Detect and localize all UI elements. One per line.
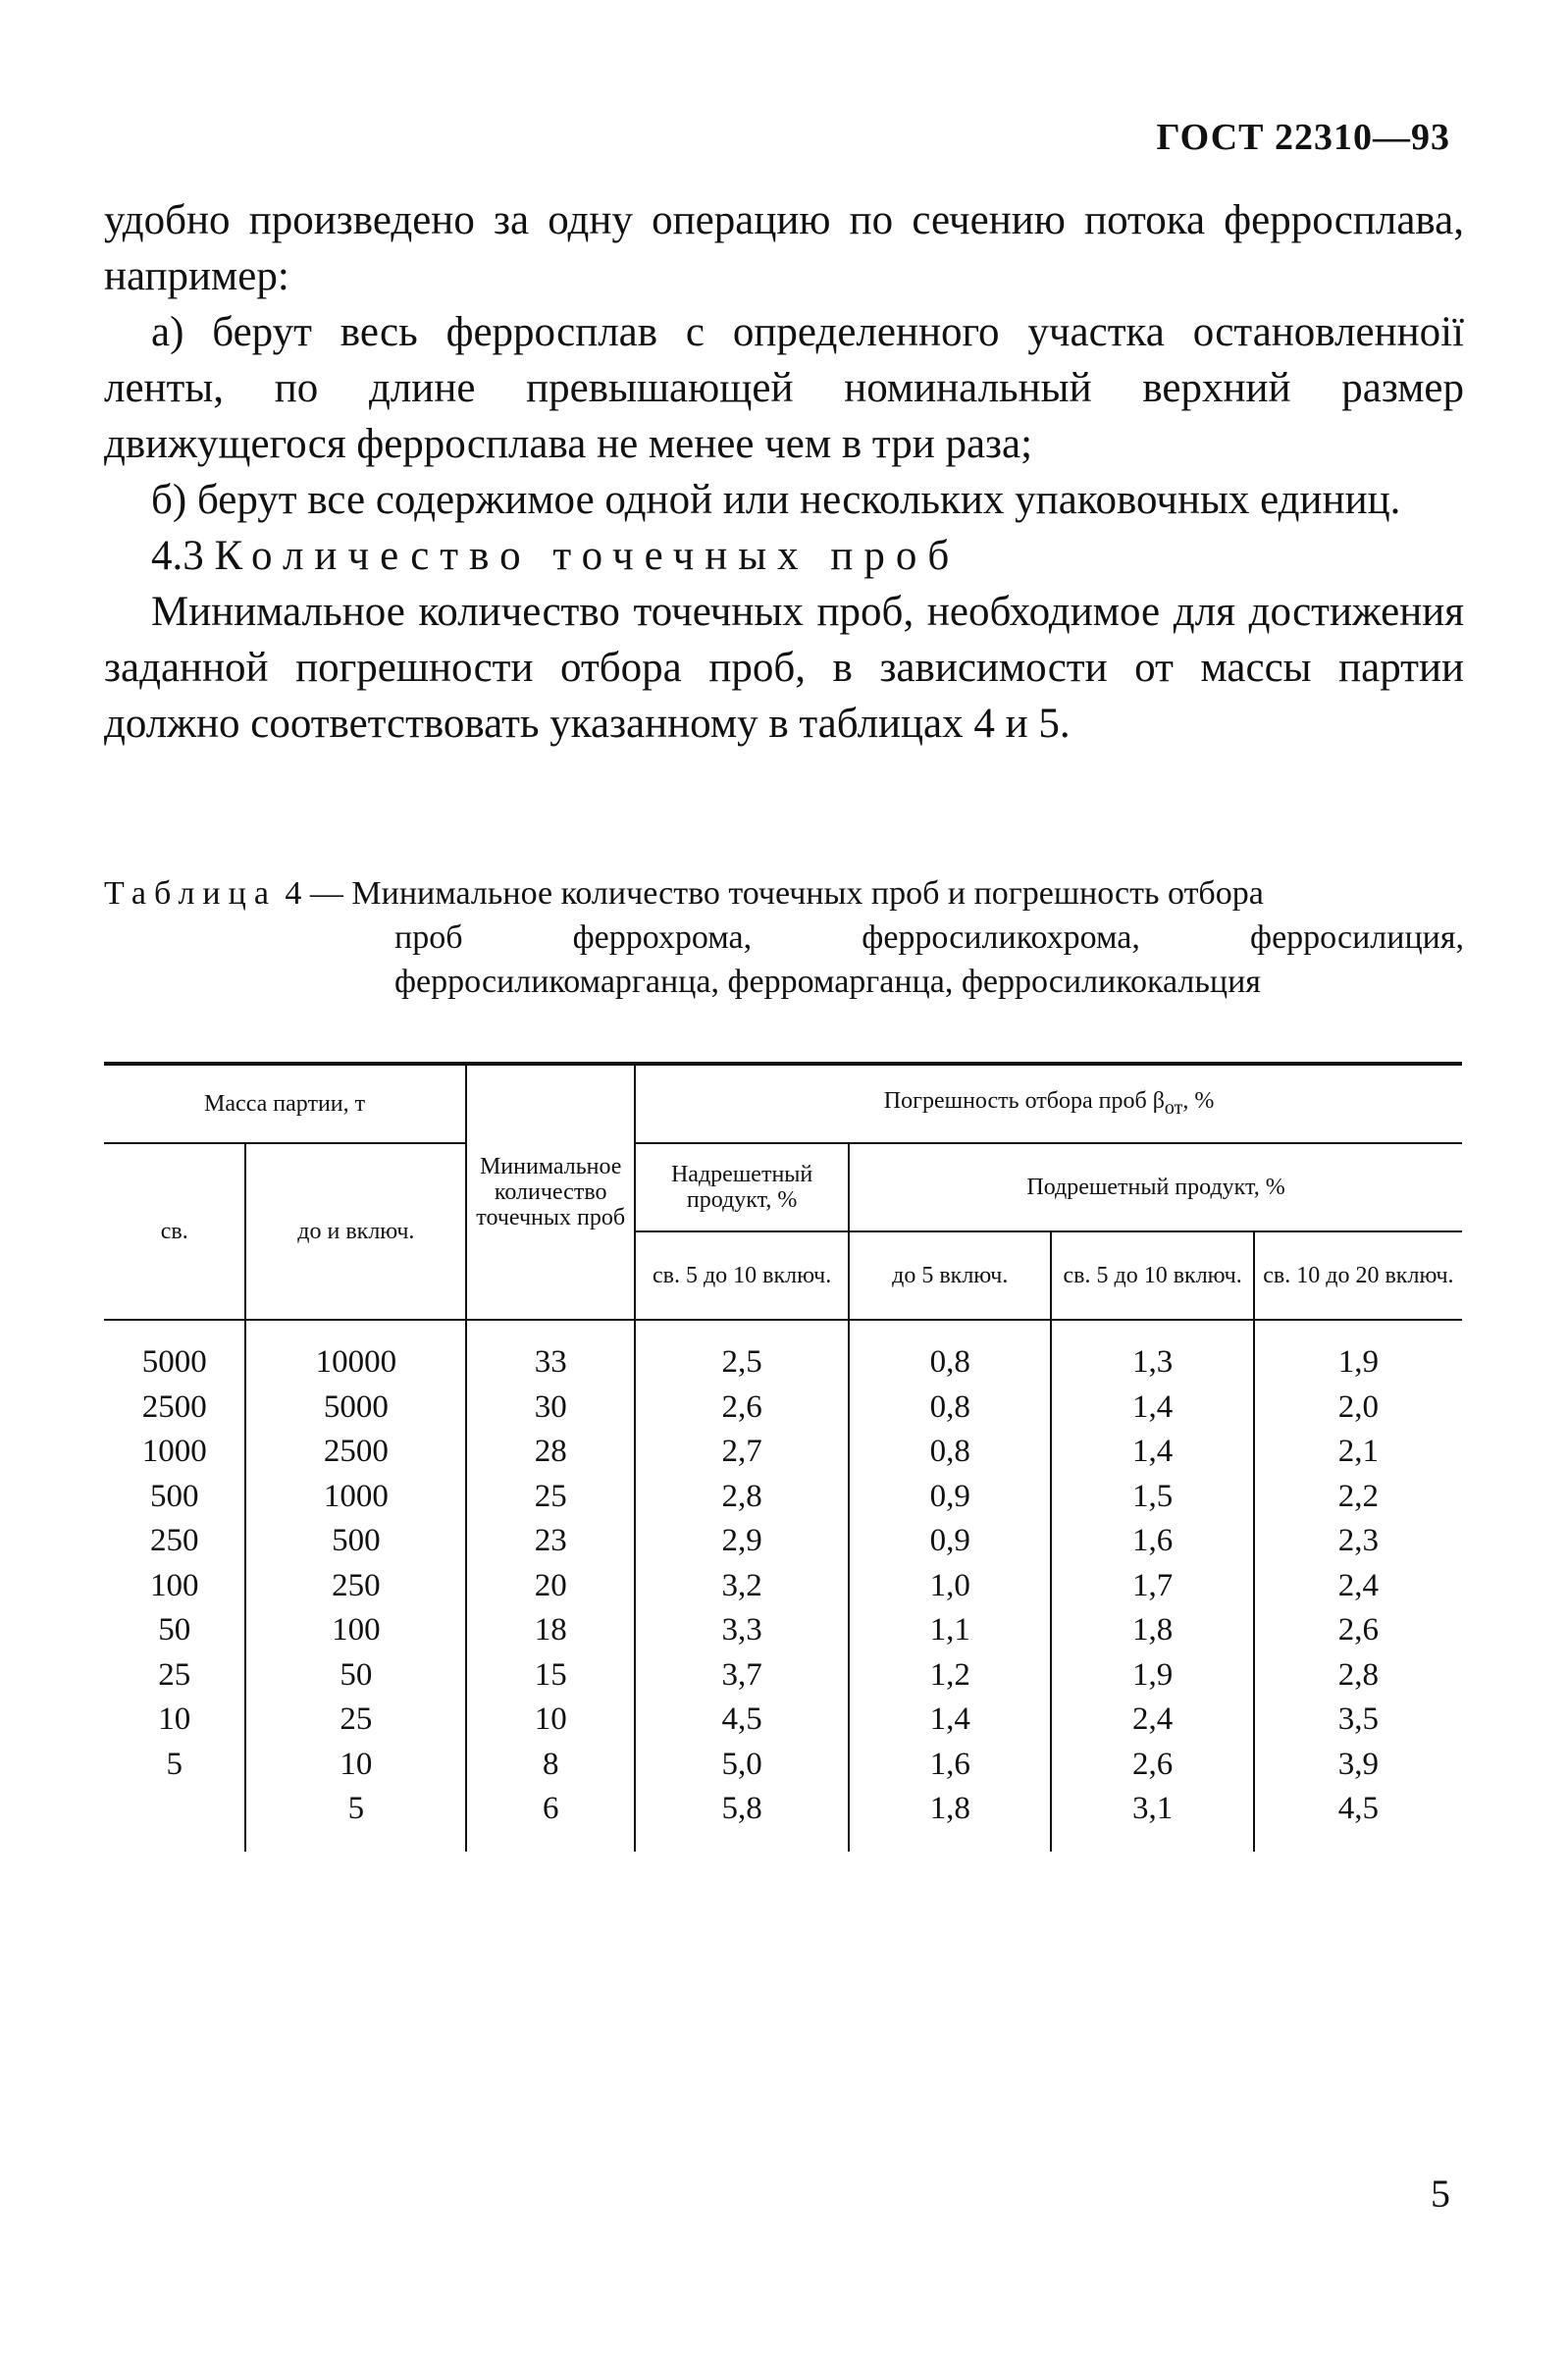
- table-row: [104, 1743, 1462, 1788]
- section-heading: [104, 528, 1464, 584]
- table-title-rest: проб феррохрома, ферросиликохрома, ферросилиция, ферросиликомарганца, ферромарганца, ферросиликокальция: [394, 919, 1464, 1000]
- table-cell: 5000: [104, 1320, 245, 1386]
- table-cell: 6: [466, 1787, 635, 1852]
- table-cell: 1,9: [1254, 1320, 1462, 1386]
- header-mass: Масса партии, т: [104, 1064, 466, 1143]
- table-row: [104, 1787, 1462, 1852]
- table-cell: 1,7: [1051, 1564, 1253, 1609]
- table-cell: 15: [466, 1653, 635, 1699]
- table-cell: 18: [466, 1608, 635, 1653]
- list-item-a: а) берут весь ферросплав с определенного участка остановленноії ленты, по длине превышающей номинальный верхний размер движущегося ферросплава не менее чем в три раза;: [104, 309, 1464, 467]
- header-oversize: Надрешетный продукт, %: [635, 1143, 849, 1231]
- header-oversize-range: св. 5 до 10 включ.: [635, 1231, 849, 1320]
- list-item-b: б) берут все содержимое одной или нескольких упаковочных единиц.: [151, 477, 1401, 523]
- table-cell: 33: [466, 1320, 635, 1386]
- table-row: [104, 1320, 1462, 1386]
- table-cell: 3,1: [1051, 1787, 1253, 1852]
- table-cell: 3,7: [635, 1653, 849, 1699]
- table-cell: 2500: [104, 1386, 245, 1431]
- table-cell: 1,4: [1051, 1386, 1253, 1431]
- table-cell: 500: [245, 1519, 466, 1564]
- table-cell: 1,4: [849, 1698, 1051, 1743]
- table-cell: [104, 1787, 245, 1852]
- table-cell: 1,0: [849, 1564, 1051, 1609]
- table-cell: 1,8: [849, 1787, 1051, 1852]
- table-cell: 1,6: [849, 1743, 1051, 1788]
- table-row: [104, 1475, 1462, 1520]
- table-cell: 50: [245, 1653, 466, 1699]
- table-cell: 25: [466, 1475, 635, 1520]
- header-under-3: св. 10 до 20 включ.: [1254, 1231, 1462, 1320]
- table-cell: 50: [104, 1608, 245, 1653]
- table-cell: 5: [104, 1743, 245, 1788]
- table-cell: 1,8: [1051, 1608, 1253, 1653]
- table-cell: 23: [466, 1519, 635, 1564]
- table-cell: 10: [466, 1698, 635, 1743]
- table-cell: 1,9: [1051, 1653, 1253, 1699]
- table-cell: 2,4: [1051, 1698, 1253, 1743]
- table-cell: 3,3: [635, 1608, 849, 1653]
- table-cell: 5,0: [635, 1743, 849, 1788]
- table-number: 4 —: [285, 875, 343, 912]
- table-cell: 1,1: [849, 1608, 1051, 1653]
- data-table: [104, 1062, 1462, 1852]
- section-number: 4.3: [151, 533, 204, 579]
- table-cell: 1,6: [1051, 1519, 1253, 1564]
- table-cell: 20: [466, 1564, 635, 1609]
- table-caption: [104, 871, 1464, 1004]
- table-cell: 0,8: [849, 1320, 1051, 1386]
- header-from: св.: [104, 1143, 245, 1320]
- table-cell: 8: [466, 1743, 635, 1788]
- table-row: [104, 1698, 1462, 1743]
- table-cell: 100: [245, 1608, 466, 1653]
- header-error: Погрешность отбора проб $\beta_{от}$, %: [635, 1064, 1462, 1143]
- table-label: Таблица: [104, 875, 277, 912]
- header-min-count: Минимальное количество точечных проб: [466, 1064, 635, 1320]
- table-cell: 2,9: [635, 1519, 849, 1564]
- table-cell: 25: [245, 1698, 466, 1743]
- table-cell: 500: [104, 1475, 245, 1520]
- table-row: [104, 1430, 1462, 1475]
- table-cell: 3,9: [1254, 1743, 1462, 1788]
- table-cell: 1,4: [1051, 1430, 1253, 1475]
- table-cell: 2,0: [1254, 1386, 1462, 1431]
- table-cell: 10: [245, 1743, 466, 1788]
- table-cell: 2,5: [635, 1320, 849, 1386]
- table-cell: 5: [245, 1787, 466, 1852]
- table-cell: 0,9: [849, 1475, 1051, 1520]
- table-cell: 2,6: [635, 1386, 849, 1431]
- table-row: [104, 1519, 1462, 1564]
- intro-paragraph: удобно произведено за одну операцию по сечению потока ферросплава, например:: [104, 197, 1464, 299]
- table-cell: 30: [466, 1386, 635, 1431]
- header-under-1: до 5 включ.: [849, 1231, 1051, 1320]
- table-cell: 1,5: [1051, 1475, 1253, 1520]
- table-cell: 0,8: [849, 1386, 1051, 1431]
- table-cell: 3,5: [1254, 1698, 1462, 1743]
- table-cell: 2,8: [635, 1475, 849, 1520]
- table-cell: 2500: [245, 1430, 466, 1475]
- table-cell: 28: [466, 1430, 635, 1475]
- table-row: [104, 1653, 1462, 1699]
- table-cell: 250: [104, 1519, 245, 1564]
- table-cell: 1000: [245, 1475, 466, 1520]
- table-cell: 250: [245, 1564, 466, 1609]
- header-to: до и включ.: [245, 1143, 466, 1320]
- table-cell: 5000: [245, 1386, 466, 1431]
- table-cell: 1,2: [849, 1653, 1051, 1699]
- table-title-line1: Минимальное количество точечных проб и погрешность отбора: [351, 875, 1264, 912]
- section-title: Количество точечных проб: [214, 533, 961, 579]
- table-cell: 3,2: [635, 1564, 849, 1609]
- table-cell: 2,1: [1254, 1430, 1462, 1475]
- table-cell: 25: [104, 1653, 245, 1699]
- table-row: [104, 1386, 1462, 1431]
- table-cell: 4,5: [635, 1698, 849, 1743]
- table-cell: 1000: [104, 1430, 245, 1475]
- header-under-2: св. 5 до 10 включ.: [1051, 1231, 1253, 1320]
- table-cell: 2,7: [635, 1430, 849, 1475]
- table-cell: 0,8: [849, 1430, 1051, 1475]
- table-cell: 10: [104, 1698, 245, 1743]
- document-code-header: ГОСТ 22310—93: [1156, 117, 1450, 158]
- table-cell: 2,2: [1254, 1475, 1462, 1520]
- table-cell: 2,3: [1254, 1519, 1462, 1564]
- table-cell: 5,8: [635, 1787, 849, 1852]
- main-paragraph: Минимальное количество точечных проб, необходимое для достижения заданной погрешности отбора проб, в зависимости от массы партии должно соответствовать указанному в таблицах 4 и 5.: [104, 589, 1464, 747]
- table-cell: 2,4: [1254, 1564, 1462, 1609]
- page-number: 5: [1431, 2172, 1450, 2216]
- table-cell: 2,6: [1254, 1608, 1462, 1653]
- table-cell: 2,8: [1254, 1653, 1462, 1699]
- table-cell: 100: [104, 1564, 245, 1609]
- table-cell: 10000: [245, 1320, 466, 1386]
- body-text: [104, 192, 1464, 752]
- header-undersize: Подрешетный продукт, %: [849, 1143, 1462, 1231]
- table-row: [104, 1564, 1462, 1609]
- table-cell: 0,9: [849, 1519, 1051, 1564]
- table-cell: 4,5: [1254, 1787, 1462, 1852]
- table-cell: 2,6: [1051, 1743, 1253, 1788]
- table-row: [104, 1608, 1462, 1653]
- table-cell: 1,3: [1051, 1320, 1253, 1386]
